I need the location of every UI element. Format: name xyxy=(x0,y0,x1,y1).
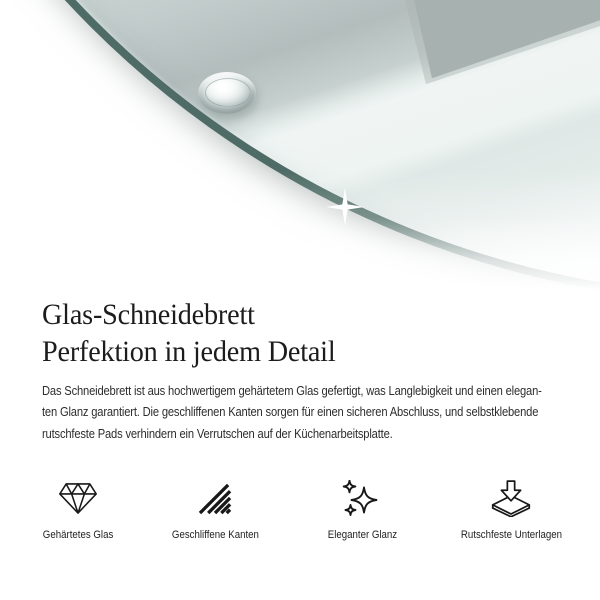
diamond-icon xyxy=(58,480,98,516)
description-line: rutschfeste Pads verhindern ein Verrutschen auf der Küchenarbeitsplatte. xyxy=(42,425,393,441)
page-title-line1: Glas-Schneidebrett xyxy=(42,298,255,331)
feature-label: Geschliffene Kanten xyxy=(171,529,259,541)
feature-label: Rutschfeste Unterlagen xyxy=(460,529,562,541)
page-title-line2: Perfektion in jedem Detail xyxy=(42,335,336,368)
feature-label: Eleganter Glanz xyxy=(327,529,397,541)
feature-polished-edges xyxy=(135,480,295,541)
description-line: Das Schneidebrett ist aus hochwertigem gehärtetem Glas gefertigt, was Langlebigkeit und einen elegan- xyxy=(42,383,542,398)
product-description xyxy=(0,370,600,444)
photo-fade-overlay xyxy=(0,170,600,290)
feature-elegant-shine xyxy=(282,480,442,541)
feature-label: Gehärtetes Glas xyxy=(42,529,114,541)
description-line: ten Glanz garantiert. Die geschliffenen Kanten sorgen für einen sicheren Abschluss, und selbstklebende xyxy=(42,404,539,420)
page-title xyxy=(0,290,600,370)
polished-edges-icon xyxy=(198,480,233,516)
sparkles-icon xyxy=(342,480,382,516)
glass-board-photo xyxy=(0,0,600,290)
nonslip-pad-icon xyxy=(490,480,532,516)
feature-nonslip-pads xyxy=(431,480,591,541)
